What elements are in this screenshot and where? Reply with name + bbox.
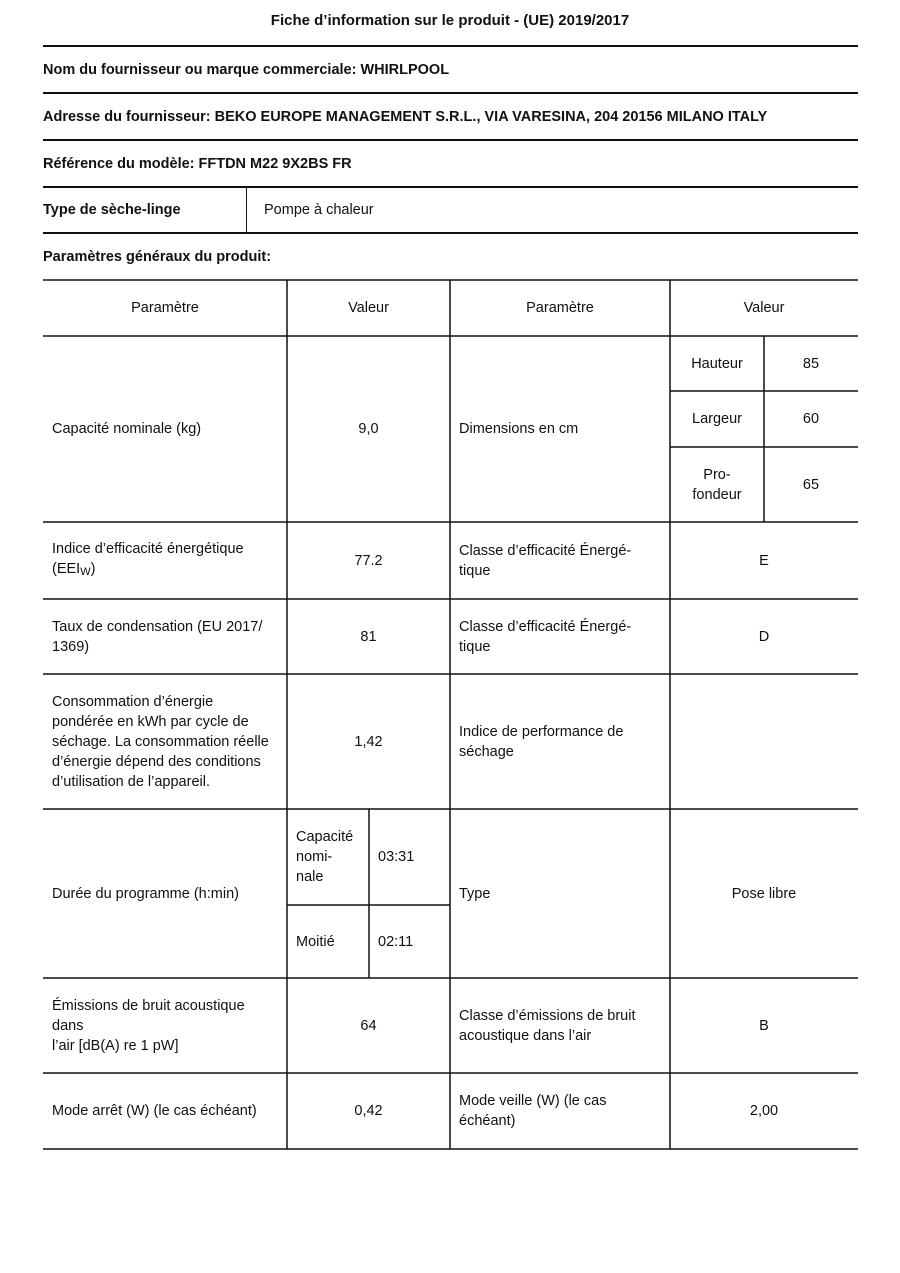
full-capacity-label: [287, 809, 369, 905]
full-capacity-label-line: nale: [296, 869, 324, 885]
condensation-label-line: 1369): [52, 638, 90, 655]
noise-class-label-line: Classe d’émissions de bruit: [459, 1007, 636, 1024]
capacity-value: 9,0: [358, 421, 379, 437]
energy-class-label-line: tique: [459, 562, 491, 579]
drying-performance-label: [450, 674, 670, 809]
full-capacity-label-line: nomi-: [296, 849, 333, 865]
consumption-label-line: pondérée en kWh par cycle de: [52, 713, 249, 730]
capacity-label: Capacité nominale (kg): [52, 421, 202, 437]
supplier-name: Nom du fournisseur ou marque commerciale: WHIRLPOOL: [43, 61, 450, 78]
energy-class-value: E: [759, 552, 769, 569]
general-params-heading: Paramètres généraux du produit:: [43, 248, 272, 265]
standby-mode-label-line: Mode veille (W) (le cas: [459, 1093, 607, 1109]
header-parameter-2: Paramètre: [526, 300, 594, 316]
height-label: Hauteur: [691, 355, 743, 372]
half-capacity-duration: 02:11: [378, 933, 414, 950]
divider: [246, 187, 247, 233]
drying-performance-label-line: séchage: [459, 743, 514, 760]
width-label: Largeur: [692, 411, 742, 427]
consumption-label: [43, 674, 287, 809]
consumption-label-line: d’énergie dépend des conditions: [52, 753, 261, 770]
dryer-type-row: [43, 187, 858, 233]
off-mode-value: 0,42: [354, 1103, 383, 1119]
programme-duration-label: Durée du programme (h:min): [52, 885, 239, 902]
eei-value: 77.2: [354, 552, 383, 569]
full-capacity-duration: 03:31: [378, 849, 415, 865]
height-value: 85: [802, 355, 820, 372]
depth-value: 65: [802, 476, 820, 493]
eei-label: [43, 522, 287, 599]
eei-label-line: Indice d’efficacité énergétique: [52, 541, 244, 557]
document-title: Fiche d’information sur le produit - (UE) 2019/2017: [270, 12, 630, 29]
width-value: 60: [802, 411, 820, 427]
consumption-label-line: séchage. La consommation réelle: [52, 733, 269, 750]
header-value-1: Valeur: [348, 300, 389, 316]
header-parameter-1: Paramètre: [131, 300, 199, 316]
off-mode-label: Mode arrêt (W) (le cas échéant): [52, 1103, 257, 1119]
type-value: Pose libre: [731, 885, 797, 902]
drying-performance-label-line: Indice de performance de: [459, 723, 624, 740]
consumption-label-line: Consommation d’énergie: [52, 693, 214, 710]
condensation-class-label-line: Classe d’efficacité Énergé-: [459, 618, 632, 635]
noise-emission-label: [43, 978, 287, 1073]
condensation-label-line: Taux de condensation (EU 2017/: [52, 618, 263, 635]
noise-class-label-line: acoustique dans l’air: [459, 1027, 592, 1044]
condensation-class-label: [450, 599, 670, 674]
standby-mode-label-line: échéant): [459, 1113, 516, 1129]
consumption-label-line: d’utilisation de l’appareil.: [52, 773, 210, 790]
dryer-type-label: Type de sèche-linge: [43, 202, 181, 218]
consumption-value: 1,42: [354, 733, 383, 750]
condensation-label: [43, 599, 287, 674]
half-capacity-label: Moitié: [296, 933, 335, 950]
depth-label: [670, 447, 764, 522]
noise-emission-label-line: Émissions de bruit acoustique: [52, 997, 245, 1014]
condensation-class-value: D: [758, 628, 770, 645]
noise-class-value: B: [759, 1017, 769, 1034]
noise-emission-label-line: dans: [52, 1017, 84, 1034]
dimensions-label: Dimensions en cm: [459, 421, 579, 437]
dryer-type-value: Pompe à chaleur: [264, 202, 374, 218]
model-reference: Référence du modèle: FFTDN M22 9X2BS FR: [43, 155, 352, 172]
noise-emission-value: 64: [360, 1017, 377, 1034]
full-capacity-label-line: Capacité: [296, 829, 354, 845]
supplier-address: Adresse du fournisseur: BEKO EUROPE MANAGEMENT S.R.L., VIA VARESINA, 204 20156 MILANO ITALY: [43, 108, 768, 125]
depth-label-line: fondeur: [692, 486, 742, 503]
drying-performance-value: [670, 674, 858, 809]
noise-emission-label-line: l’air [dB(A) re 1 pW]: [52, 1037, 179, 1054]
header-value-2: Valeur: [743, 300, 785, 316]
standby-mode-label: [450, 1073, 670, 1149]
energy-class-label-line: Classe d’efficacité Énergé-: [459, 542, 632, 559]
standby-mode-value: 2,00: [749, 1103, 779, 1119]
eei-label-line: (EEIW): [52, 561, 96, 578]
condensation-value: 81: [360, 628, 377, 645]
noise-class-label: [450, 978, 670, 1073]
type-label: Type: [459, 885, 491, 902]
energy-class-label: [450, 522, 670, 599]
condensation-class-label-line: tique: [459, 638, 491, 655]
depth-label-line: Pro-: [703, 466, 731, 483]
